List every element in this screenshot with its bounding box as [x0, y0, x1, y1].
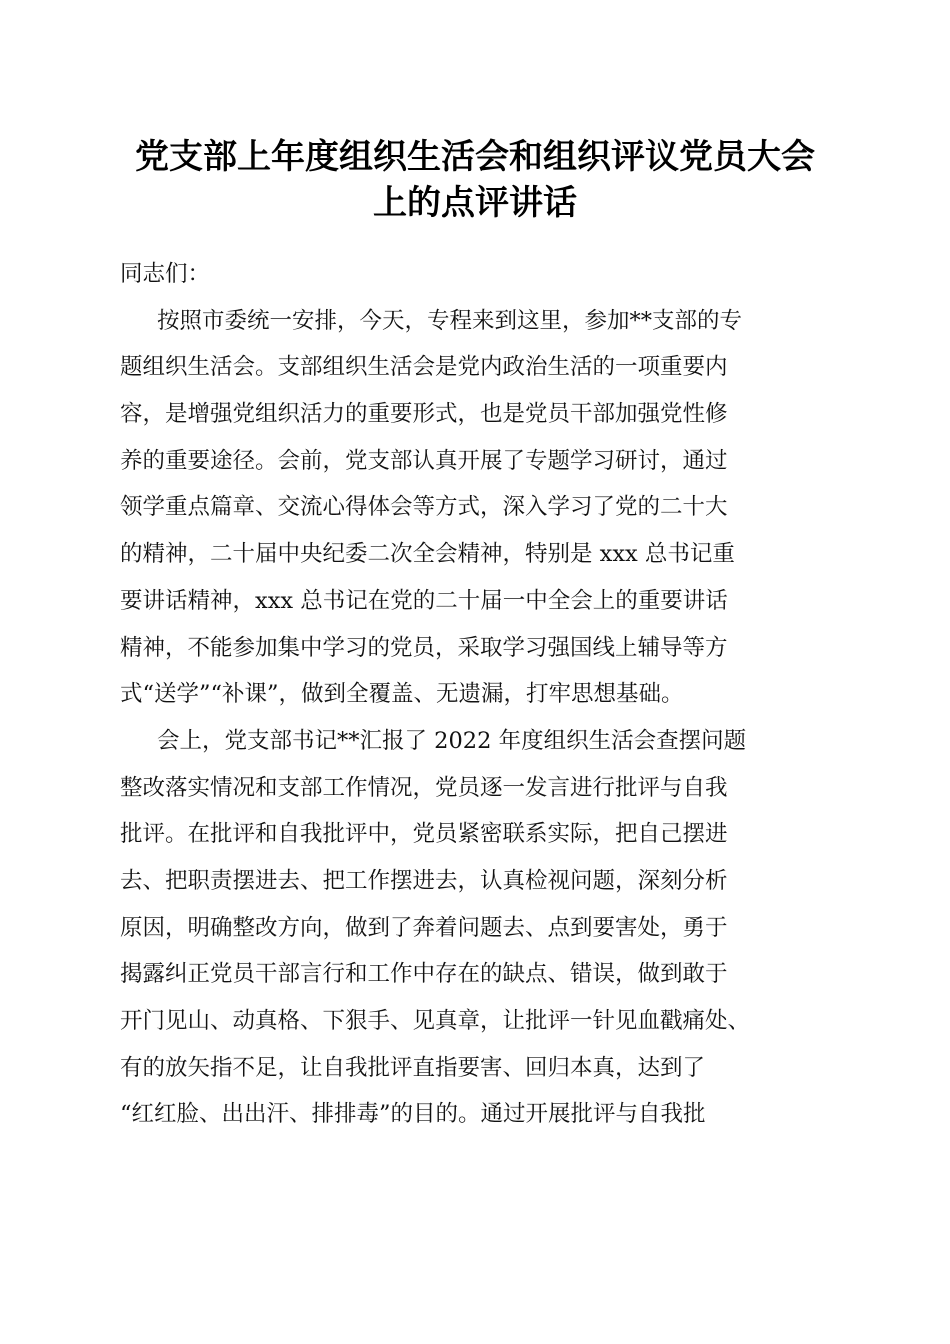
paragraph-line: 题组织生活会。支部组织生活会是党内政治生活的一项重要内 — [120, 354, 728, 381]
paragraph-line: 会上，党支部书记**汇报了 2022 年度组织生活会查摆问题 — [157, 727, 747, 754]
paragraph-2 — [120, 718, 840, 1138]
paragraph-1 — [120, 298, 840, 718]
paragraph-line: 的精神，二十届中央纪委二次全会精神，特别是 xxx 总书记重 — [120, 541, 735, 568]
paragraph-line: 去、把职责摆进去、把工作摆进去，认真检视问题，深刻分析 — [120, 867, 728, 894]
paragraph-line: 揭露纠正党员干部言行和工作中存在的缺点、错误，做到敢于 — [120, 961, 728, 988]
paragraph-line: 养的重要途径。会前，党支部认真开展了专题学习研讨，通过 — [120, 447, 728, 474]
paragraph-line: 式“送学”“补课”，做到全覆盖、无遗漏，打牢思想基础。 — [120, 681, 684, 708]
paragraph-line: 领学重点篇章、交流心得体会等方式，深入学习了党的二十大 — [120, 494, 728, 521]
paragraph-line: 原因，明确整改方向，做到了奔着问题去、点到要害处，勇于 — [120, 914, 728, 941]
salutation: 同志们： — [120, 261, 211, 287]
paragraph-line: 开门见山、动真格、下狠手、见真章，让批评一针见血戳痛处、 — [120, 1008, 751, 1034]
paragraph-line: 要讲话精神，xxx 总书记在党的二十届一中全会上的重要讲话 — [120, 587, 728, 614]
paragraph-line: 有的放矢指不足，让自我批评直指要害、回归本真，达到了 — [120, 1054, 706, 1081]
paragraph-line: 按照市委统一安排，今天，专程来到这里，参加**支部的专 — [157, 307, 743, 334]
paragraph-line: 整改落实情况和支部工作情况，党员逐一发言进行批评与自我 — [120, 774, 728, 801]
paragraph-line: 批评。在批评和自我批评中，党员紧密联系实际，把自己摆进 — [120, 821, 728, 848]
paragraph-line: “红红脸、出出汗、排排毒”的目的。通过开展批评与自我批 — [120, 1101, 706, 1128]
paragraph-line: 容，是增强党组织活力的重要形式，也是党员干部加强党性修 — [120, 401, 728, 428]
title-line-2: 上的点评讲话 — [373, 183, 577, 223]
document-body — [120, 251, 840, 1138]
document-title — [100, 134, 850, 226]
paragraph-line: 精神，不能参加集中学习的党员，采取学习强国线上辅导等方 — [120, 634, 728, 661]
title-line-1: 党支部上年度组织生活会和组织评议党员大会 — [135, 137, 815, 177]
